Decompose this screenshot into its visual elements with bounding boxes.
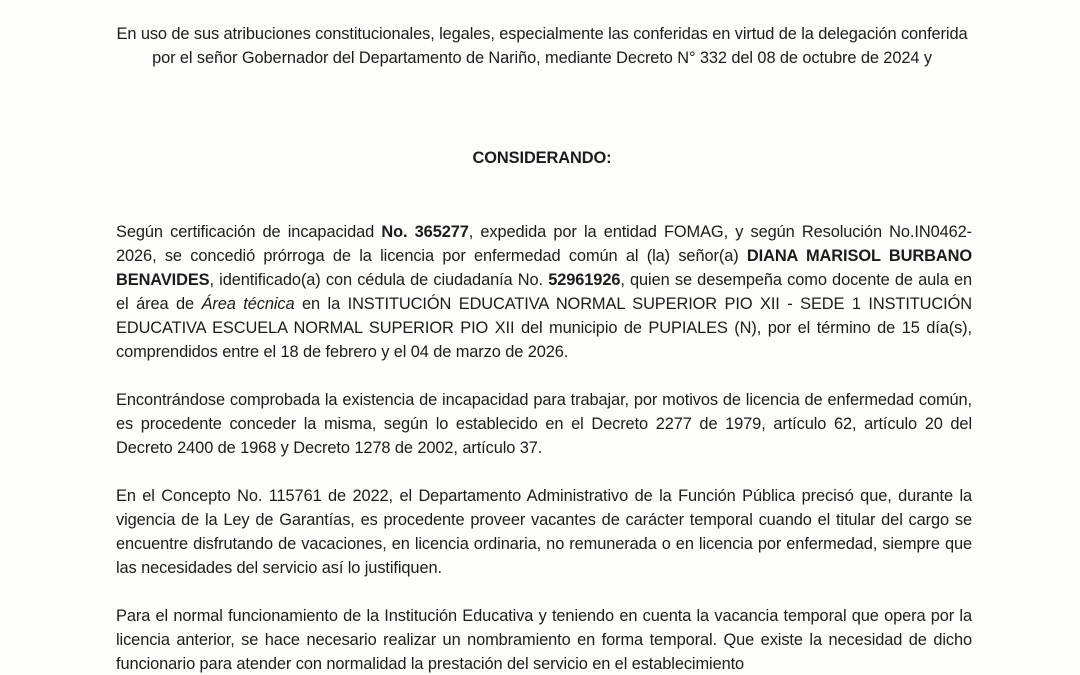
para1-text-2: , expedida por la entidad FOMAG, y según Resolución No.IN0462-2026, se concedió prórroga de la licencia por enfermedad común al (la) señor(a) bbox=[116, 223, 972, 265]
para1-text-3: , identificado(a) con cédula de ciudadanía No. bbox=[209, 271, 549, 289]
paragraph-concept: En el Concepto No. 115761 de 2022, el Departamento Administrativo de la Función Pública precisó que, durante la vigencia de la Ley de Garantías, es procedente proveer vacantes de carácter temporal cuando el titular del cargo se encuentre disfrutando de vacaciones, en licencia ordinaria, no remunerada o en licencia por enfermedad, siempre que las necesidades del servicio así lo justifiquen. bbox=[116, 487, 972, 577]
person-name: DIANA MARISOL BURBANO BENAVIDES bbox=[116, 247, 972, 289]
paragraph-incapacity bbox=[116, 220, 972, 364]
id-number: 52961926 bbox=[548, 271, 621, 289]
para1-text-1: Según certificación de incapacidad bbox=[116, 223, 382, 241]
paragraph-legal-basis: Encontrándose comprobada la existencia de incapacidad para trabajar, por motivos de licencia de enfermedad común, es procedente conceder la misma, según lo establecido en el Decreto 2277 de 1979, artículo 62, artículo 20 del Decreto 2400 de 1968 y Decreto 1278 de 2002, artículo 37. bbox=[116, 391, 972, 457]
para1-text-5: en la INSTITUCIÓN EDUCATIVA NORMAL SUPERIOR PIO XII - SEDE 1 INSTITUCIÓN EDUCATIVA ESCUELA NORMAL SUPERIOR PIO XII del municipio de PUPIALES (N), por el término de 15 día(s), comprendidos entre el 18 de febrero y el 04 de marzo de 2026. bbox=[116, 295, 972, 361]
considerando-heading: CONSIDERANDO: bbox=[472, 149, 612, 167]
paragraph-functioning: Para el normal funcionamiento de la Institución Educativa y teniendo en cuenta la vacancia temporal que opera por la licencia anterior, se hace necesario realizar un nombramiento en forma temporal. Que existe la necesidad de dicho funcionario para atender con normalidad la prestación del servicio en el establecimiento bbox=[116, 607, 972, 673]
intro-paragraph: En uso de sus atribuciones constitucionales, legales, especialmente las conferidas en virtud de la delegación conferida por el señor Gobernador del Departamento de Nariño, mediante Decreto N° 332 del 08 de octubre de 2024 y bbox=[116, 25, 968, 67]
para1-text-4: , quien se desempeña como docente de aula en el área de bbox=[116, 271, 972, 313]
certificate-number: No. 365277 bbox=[381, 223, 469, 241]
area-name: Área técnica bbox=[201, 295, 295, 313]
